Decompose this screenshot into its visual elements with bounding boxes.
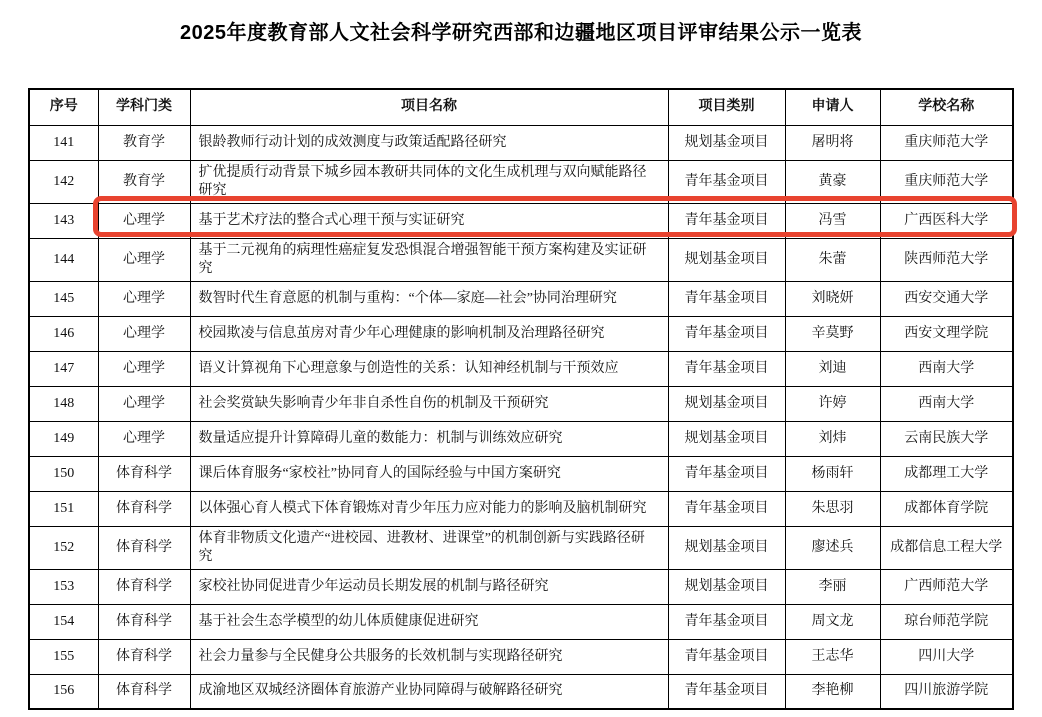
cell-project-name: 体育非物质文化遗产“进校园、进教材、进课堂”的机制创新与实践路径研究 bbox=[190, 526, 668, 569]
table-row bbox=[29, 160, 1013, 203]
cell-project-category: 青年基金项目 bbox=[668, 160, 785, 203]
cell-project-name: 家校社协同促进青少年运动员长期发展的机制与路径研究 bbox=[190, 569, 668, 604]
table-row bbox=[29, 674, 1013, 709]
cell-applicant: 屠明将 bbox=[785, 125, 880, 160]
cell-discipline: 心理学 bbox=[98, 281, 190, 316]
cell-serial-number: 154 bbox=[29, 604, 98, 639]
cell-applicant: 周文龙 bbox=[785, 604, 880, 639]
cell-serial-number: 153 bbox=[29, 569, 98, 604]
cell-project-name: 基于二元视角的病理性癌症复发恐惧混合增强智能干预方案构建及实证研究 bbox=[190, 238, 668, 281]
cell-project-name: 成渝地区双城经济圈体育旅游产业协同障碍与破解路径研究 bbox=[190, 674, 668, 709]
cell-school-name: 西南大学 bbox=[880, 386, 1013, 421]
table-header-row bbox=[29, 89, 1013, 125]
table-row bbox=[29, 604, 1013, 639]
cell-school-name: 成都理工大学 bbox=[880, 456, 1013, 491]
table-row bbox=[29, 639, 1013, 674]
cell-project-category: 规划基金项目 bbox=[668, 125, 785, 160]
cell-project-name: 社会力量参与全民健身公共服务的长效机制与实现路径研究 bbox=[190, 639, 668, 674]
cell-project-category: 规划基金项目 bbox=[668, 238, 785, 281]
table-row bbox=[29, 238, 1013, 281]
cell-applicant: 刘迪 bbox=[785, 351, 880, 386]
cell-applicant: 杨雨轩 bbox=[785, 456, 880, 491]
cell-project-name: 基于艺术疗法的整合式心理干预与实证研究 bbox=[190, 203, 668, 238]
cell-serial-number: 145 bbox=[29, 281, 98, 316]
cell-applicant: 廖述兵 bbox=[785, 526, 880, 569]
cell-discipline: 体育科学 bbox=[98, 604, 190, 639]
cell-project-name: 银龄教师行动计划的成效测度与政策适配路径研究 bbox=[190, 125, 668, 160]
table-row bbox=[29, 386, 1013, 421]
table-row bbox=[29, 203, 1013, 238]
cell-school-name: 广西医科大学 bbox=[880, 203, 1013, 238]
cell-serial-number: 150 bbox=[29, 456, 98, 491]
table-row bbox=[29, 421, 1013, 456]
table-row bbox=[29, 569, 1013, 604]
cell-school-name: 四川旅游学院 bbox=[880, 674, 1013, 709]
cell-discipline: 教育学 bbox=[98, 160, 190, 203]
cell-project-category: 规划基金项目 bbox=[668, 421, 785, 456]
cell-project-category: 青年基金项目 bbox=[668, 639, 785, 674]
table-row bbox=[29, 316, 1013, 351]
cell-applicant: 朱思羽 bbox=[785, 491, 880, 526]
cell-discipline: 心理学 bbox=[98, 316, 190, 351]
cell-applicant: 王志华 bbox=[785, 639, 880, 674]
cell-project-name: 以体强心育人模式下体育锻炼对青少年压力应对能力的影响及脑机制研究 bbox=[190, 491, 668, 526]
column-header: 项目名称 bbox=[190, 89, 668, 125]
cell-serial-number: 151 bbox=[29, 491, 98, 526]
cell-project-category: 规划基金项目 bbox=[668, 569, 785, 604]
cell-project-name: 基于社会生态学模型的幼儿体质健康促进研究 bbox=[190, 604, 668, 639]
cell-project-name: 扩优提质行动背景下城乡园本教研共同体的文化生成机理与双向赋能路径研究 bbox=[190, 160, 668, 203]
cell-discipline: 心理学 bbox=[98, 421, 190, 456]
cell-school-name: 云南民族大学 bbox=[880, 421, 1013, 456]
cell-project-name: 校园欺凌与信息茧房对青少年心理健康的影响机制及治理路径研究 bbox=[190, 316, 668, 351]
cell-applicant: 朱蕾 bbox=[785, 238, 880, 281]
cell-serial-number: 156 bbox=[29, 674, 98, 709]
cell-project-category: 青年基金项目 bbox=[668, 456, 785, 491]
column-header: 学校名称 bbox=[880, 89, 1013, 125]
cell-applicant: 黄豪 bbox=[785, 160, 880, 203]
cell-discipline: 教育学 bbox=[98, 125, 190, 160]
column-header: 项目类别 bbox=[668, 89, 785, 125]
cell-project-name: 社会奖赏缺失影响青少年非自杀性自伤的机制及干预研究 bbox=[190, 386, 668, 421]
cell-discipline: 体育科学 bbox=[98, 639, 190, 674]
cell-project-category: 规划基金项目 bbox=[668, 526, 785, 569]
cell-school-name: 西安文理学院 bbox=[880, 316, 1013, 351]
cell-applicant: 许婷 bbox=[785, 386, 880, 421]
cell-school-name: 成都信息工程大学 bbox=[880, 526, 1013, 569]
cell-serial-number: 142 bbox=[29, 160, 98, 203]
cell-discipline: 体育科学 bbox=[98, 569, 190, 604]
cell-school-name: 琼台师范学院 bbox=[880, 604, 1013, 639]
cell-project-category: 青年基金项目 bbox=[668, 604, 785, 639]
cell-project-category: 青年基金项目 bbox=[668, 351, 785, 386]
cell-project-category: 青年基金项目 bbox=[668, 316, 785, 351]
cell-project-category: 青年基金项目 bbox=[668, 281, 785, 316]
cell-serial-number: 143 bbox=[29, 203, 98, 238]
cell-project-name: 数智时代生育意愿的机制与重构：“个体—家庭—社会”协同治理研究 bbox=[190, 281, 668, 316]
cell-school-name: 四川大学 bbox=[880, 639, 1013, 674]
cell-serial-number: 144 bbox=[29, 238, 98, 281]
cell-applicant: 刘晓妍 bbox=[785, 281, 880, 316]
cell-discipline: 体育科学 bbox=[98, 674, 190, 709]
table-row bbox=[29, 456, 1013, 491]
cell-serial-number: 149 bbox=[29, 421, 98, 456]
table-row bbox=[29, 526, 1013, 569]
cell-applicant: 李丽 bbox=[785, 569, 880, 604]
cell-school-name: 西南大学 bbox=[880, 351, 1013, 386]
cell-project-name: 课后体育服务“家校社”协同育人的国际经验与中国方案研究 bbox=[190, 456, 668, 491]
cell-discipline: 体育科学 bbox=[98, 456, 190, 491]
results-table bbox=[28, 88, 1014, 710]
cell-applicant: 刘炜 bbox=[785, 421, 880, 456]
cell-serial-number: 141 bbox=[29, 125, 98, 160]
cell-school-name: 重庆师范大学 bbox=[880, 160, 1013, 203]
cell-serial-number: 152 bbox=[29, 526, 98, 569]
table-row bbox=[29, 351, 1013, 386]
cell-serial-number: 155 bbox=[29, 639, 98, 674]
cell-applicant: 李艳柳 bbox=[785, 674, 880, 709]
table-row bbox=[29, 125, 1013, 160]
cell-project-name: 数量适应提升计算障碍儿童的数能力：机制与训练效应研究 bbox=[190, 421, 668, 456]
column-header: 序号 bbox=[29, 89, 98, 125]
column-header: 学科门类 bbox=[98, 89, 190, 125]
column-header: 申请人 bbox=[785, 89, 880, 125]
cell-school-name: 西安交通大学 bbox=[880, 281, 1013, 316]
cell-applicant: 冯雪 bbox=[785, 203, 880, 238]
cell-serial-number: 148 bbox=[29, 386, 98, 421]
cell-discipline: 心理学 bbox=[98, 238, 190, 281]
cell-applicant: 辛莫野 bbox=[785, 316, 880, 351]
cell-school-name: 成都体育学院 bbox=[880, 491, 1013, 526]
cell-discipline: 心理学 bbox=[98, 203, 190, 238]
cell-school-name: 重庆师范大学 bbox=[880, 125, 1013, 160]
cell-discipline: 心理学 bbox=[98, 386, 190, 421]
page-title: 2025年度教育部人文社会科学研究西部和边疆地区项目评审结果公示一览表 bbox=[180, 22, 862, 44]
cell-discipline: 体育科学 bbox=[98, 526, 190, 569]
table-row bbox=[29, 491, 1013, 526]
table-row bbox=[29, 281, 1013, 316]
cell-serial-number: 146 bbox=[29, 316, 98, 351]
cell-project-category: 青年基金项目 bbox=[668, 203, 785, 238]
cell-school-name: 广西师范大学 bbox=[880, 569, 1013, 604]
cell-serial-number: 147 bbox=[29, 351, 98, 386]
cell-project-category: 青年基金项目 bbox=[668, 491, 785, 526]
cell-project-name: 语义计算视角下心理意象与创造性的关系：认知神经机制与干预效应 bbox=[190, 351, 668, 386]
cell-project-category: 规划基金项目 bbox=[668, 386, 785, 421]
cell-discipline: 体育科学 bbox=[98, 491, 190, 526]
cell-school-name: 陕西师范大学 bbox=[880, 238, 1013, 281]
cell-discipline: 心理学 bbox=[98, 351, 190, 386]
cell-project-category: 青年基金项目 bbox=[668, 674, 785, 709]
